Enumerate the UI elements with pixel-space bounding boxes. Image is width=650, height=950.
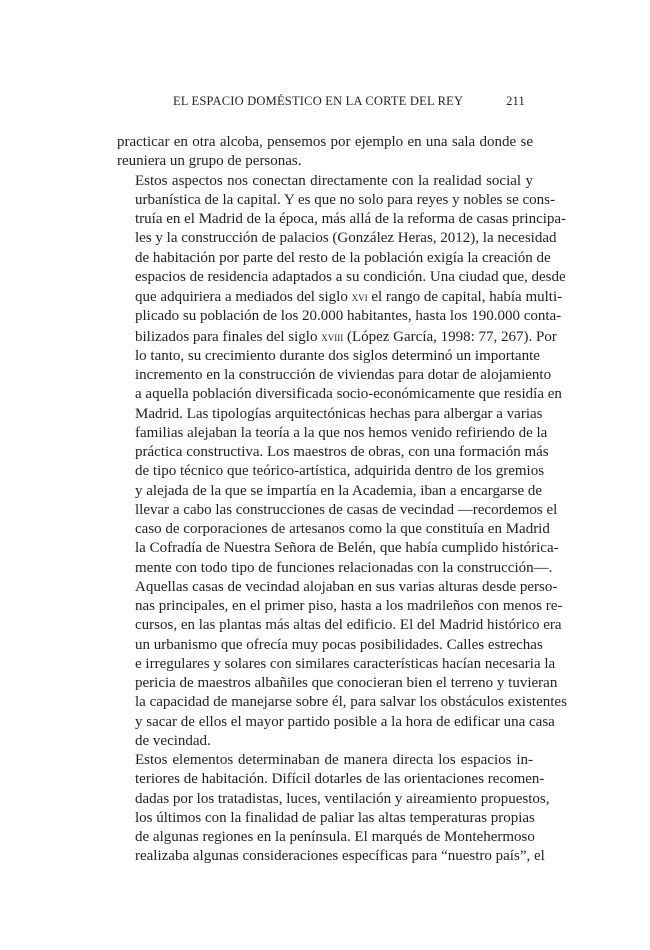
text-line: plicado su población de los 20.000 habitantes, hasta los 190.000 conta-: [135, 308, 562, 325]
text-line: truía en el Madrid de la época, más allá de la reforma de casas principa-: [135, 211, 567, 227]
text-line: y sacar de ellos el mayor partido posible a la hora de edificar una casa: [135, 713, 555, 730]
text-line: practicar en otra alcoba, pensemos por ejemplo en una sala donde se: [117, 134, 533, 150]
text-line: reuniera un grupo de personas.: [117, 153, 302, 170]
text-line: de habitación por parte del resto de la población exigía la creación de: [135, 249, 551, 266]
text-line: un urbanismo que ofrecía muy pocas posibilidades. Calles estrechas: [135, 636, 543, 653]
text-line: mente con todo tipo de funciones relacionadas con la construcción—.: [135, 559, 553, 576]
text-line: nas principales, en el primer piso, hasta a los madrileños con menos re-: [135, 598, 563, 614]
text-line: Estos aspectos nos conectan directamente con la realidad social y: [135, 172, 533, 189]
text-line: práctica constructiva. Los maestros de obras, con una formación más: [135, 444, 549, 460]
text-line: familias alejaban la teoría a la que nos hemos venido refiriendo de la: [135, 424, 548, 441]
paragraph: [117, 133, 533, 172]
text-line: bilizados para finales del siglo xviii (López García, 1998: 77, 267). Por: [135, 328, 557, 345]
text-line: caso de corporaciones de artesanos como la que constituía en Madrid: [135, 521, 550, 537]
text-line: lo tanto, su crecimiento durante dos siglos determinó un importante: [135, 347, 540, 364]
text-line: y alejada de la que se impartía en la Academia, iban a encargarse de: [135, 482, 543, 499]
paragraph: [117, 751, 550, 867]
text-line: dadas por los tratadistas, luces, ventilación y aireamiento propuestos,: [135, 790, 550, 807]
text-line: de algunas regiones en la península. El marqués de Montehermoso: [135, 829, 535, 845]
text-line: incremento en la construcción de viviendas para dotar de alojamiento: [135, 367, 552, 383]
text-line: espacios de residencia adaptados a su condición. Una ciudad que, desde: [135, 268, 566, 285]
body-text: [117, 133, 567, 867]
text-line: a aquella población diversificada socio-económicamente que residía en: [135, 386, 562, 403]
text-line: de tipo técnico que teórico-artística, adquirida dentro de los gremios: [135, 463, 545, 480]
text-line: urbanística de la capital. Y es que no solo para reyes y nobles se cons-: [135, 191, 555, 208]
text-line: que adquiriera a mediados del siglo xvi el rango de capital, había multi-: [135, 289, 563, 305]
text-line: los últimos con la finalidad de paliar las altas temperaturas propias: [135, 809, 535, 826]
text-line: pericia de maestros albañiles que conocieran bien el terreno y tuvieran: [135, 675, 558, 691]
text-line: Aquellas casas de vecindad alojaban en sus varias alturas desde perso-: [135, 578, 558, 595]
text-line: la Cofradía de Nuestra Señora de Belén, que había cumplido históricа-: [135, 540, 559, 557]
text-line: la capacidad de manejarse sobre él, para salvar los obstáculos existentes: [135, 694, 567, 711]
text-line: e irregulares y solares con similares características hacían necesaria la: [135, 655, 556, 672]
paragraph: [117, 172, 567, 752]
text-line: cursos, en las plantas más altas del edificio. El del Madrid histórico era: [135, 617, 562, 634]
text-line: Estos elementos determinaban de manera directa los espacios in-: [135, 752, 533, 768]
text-line: les y la construcción de palacios (González Heras, 2012), la necesidad: [135, 230, 557, 247]
text-line: Madrid. Las tipologías arquitectónicas hechas para albergar a varias: [135, 405, 543, 422]
text-line: teriores de habitación. Difícil dotarles de las orientaciones recomen-: [135, 771, 545, 788]
page-number: 211: [506, 94, 525, 108]
text-line: llevar a cabo las construcciones de casas de vecindad —recordemos el: [135, 501, 558, 518]
running-title: EL ESPACIO DOMÉSTICO EN LA CORTE DEL REY: [173, 94, 464, 108]
text-line: realizaba algunas consideraciones específicas para “nuestro país”, el: [135, 848, 545, 865]
text-line: de vecindad.: [135, 732, 211, 749]
